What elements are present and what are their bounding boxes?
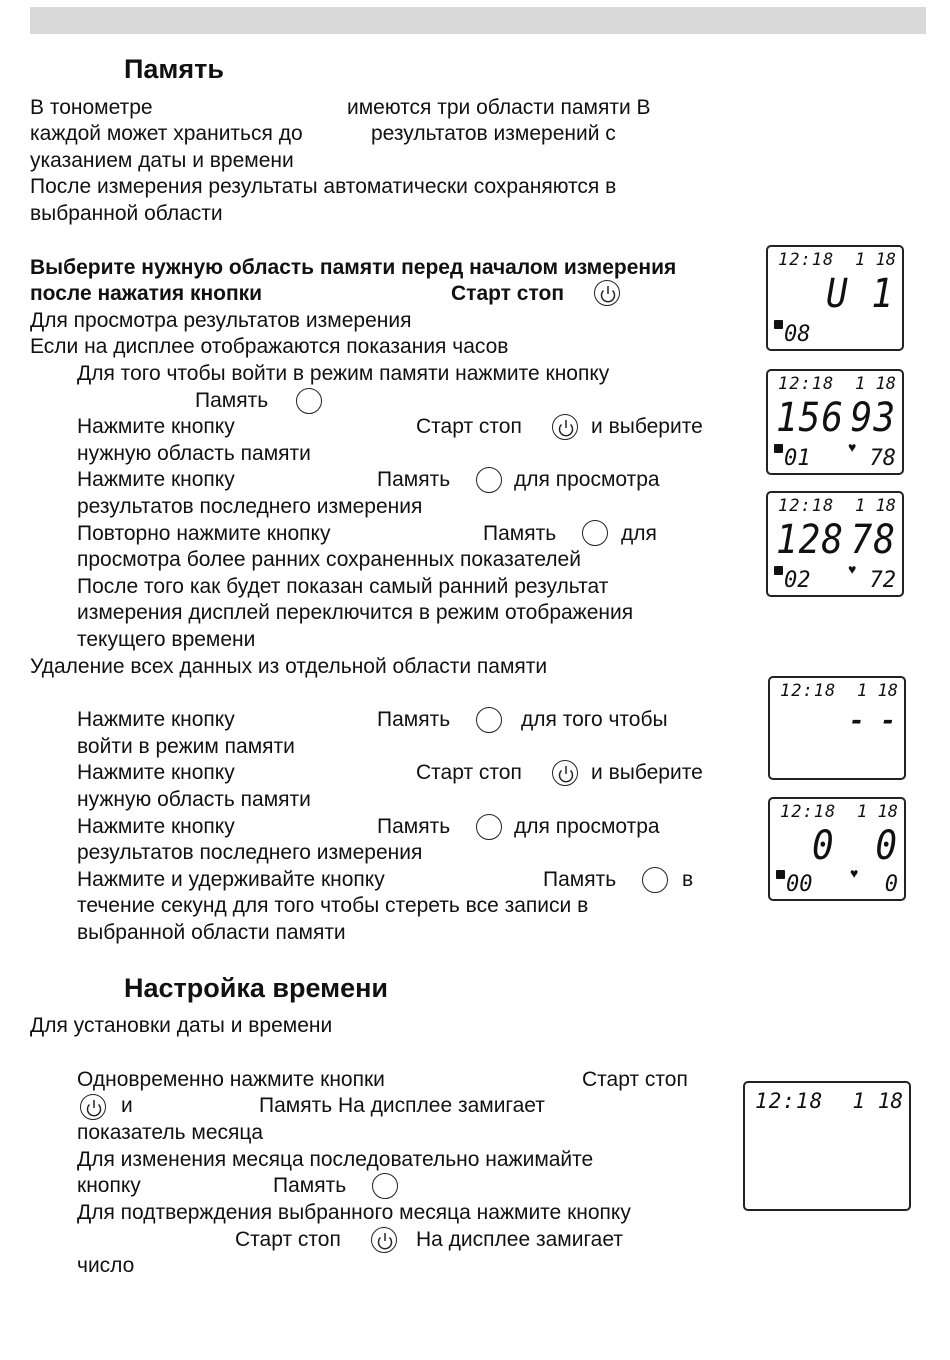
lcd-clock: 12:18 xyxy=(780,681,837,701)
select-instruction: после нажатия кнопки xyxy=(30,282,263,305)
memory-label: Память xyxy=(377,708,451,731)
intro-text: результатов измерений с xyxy=(371,122,616,145)
start-stop-label: Старт стоп xyxy=(451,282,564,305)
step-text: просмотра более ранних сохраненных показателей xyxy=(77,548,581,571)
step-text: для того чтобы xyxy=(521,708,668,731)
memory-button-icon xyxy=(296,388,322,414)
lcd-display xyxy=(766,369,904,475)
memory-label: Память xyxy=(273,1174,347,1197)
step-text: течение секунд для того чтобы стереть все записи в xyxy=(77,894,589,917)
power-icon xyxy=(594,280,620,306)
step-text: Для того чтобы войти в режим памяти нажмите кнопку xyxy=(77,362,610,385)
step-text: Для подтверждения выбранного месяца нажмите кнопку xyxy=(77,1201,631,1224)
step-text: После того как будет показан самый ранний результат xyxy=(77,575,609,598)
lcd-clock: 12:18 xyxy=(755,1089,824,1113)
lcd-display xyxy=(768,676,906,780)
lcd-display xyxy=(743,1081,911,1211)
memory-indicator-icon xyxy=(774,566,783,575)
memory-label: Память xyxy=(377,815,451,838)
lcd-dashes: - - xyxy=(849,706,896,736)
lcd-systolic: 156 xyxy=(776,395,845,441)
step-text: Нажмите кнопку xyxy=(77,708,235,731)
heart-icon: ♥ xyxy=(850,865,859,881)
lcd-memory-number: 01 xyxy=(784,446,811,471)
memory-button-icon xyxy=(642,867,668,893)
memory-button-icon xyxy=(582,520,608,546)
step-text: выбранной области памяти xyxy=(77,921,346,944)
step-text: Нажмите и удерживайте кнопку xyxy=(77,868,385,891)
intro-text: В тонометре xyxy=(30,96,153,119)
power-icon xyxy=(552,760,578,786)
lcd-date: 1 18 xyxy=(855,496,896,516)
step-text: для xyxy=(621,522,657,545)
power-icon xyxy=(371,1227,397,1253)
time-title: Настройка времени xyxy=(124,973,389,1003)
memory-button-icon xyxy=(476,707,502,733)
start-stop-label: Старт стоп xyxy=(235,1228,341,1251)
step-text: показатель месяца xyxy=(77,1121,264,1144)
step-text: нужную область памяти xyxy=(77,442,311,465)
lcd-memory-number: 08 xyxy=(784,322,811,347)
lcd-clock: 12:18 xyxy=(778,374,835,394)
memory-label: Память xyxy=(195,389,269,412)
step-text: Нажмите кнопку xyxy=(77,761,235,784)
select-instruction: Выберите нужную область памяти перед началом измерения xyxy=(30,256,677,279)
intro-text: После измерения результаты автоматически сохраняются в xyxy=(30,175,617,198)
header-bar xyxy=(30,7,926,34)
step-text: Память На дисплее замигает xyxy=(259,1094,545,1117)
step-text: Повторно нажмите кнопку xyxy=(77,522,331,545)
view-text: Если на дисплее отображаются показания часов xyxy=(30,335,509,358)
memory-indicator-icon xyxy=(774,320,783,329)
step-text: На дисплее замигает xyxy=(416,1228,623,1251)
lcd-memory-number: 02 xyxy=(784,568,811,593)
heart-icon: ♥ xyxy=(848,439,857,455)
memory-label: Память xyxy=(483,522,557,545)
memory-label: Память xyxy=(543,868,617,891)
step-text: текущего времени xyxy=(77,628,256,651)
memory-button-icon xyxy=(476,814,502,840)
lcd-user: U 1 xyxy=(825,271,894,317)
memory-button-icon xyxy=(372,1173,398,1199)
view-text: Для просмотра результатов измерения xyxy=(30,309,412,332)
step-text: войти в режим памяти xyxy=(77,735,295,758)
lcd-systolic: 128 xyxy=(776,517,845,563)
lcd-memory-number: 00 xyxy=(786,872,813,897)
step-text: нужную область памяти xyxy=(77,788,311,811)
step-text: и выберите xyxy=(591,415,703,438)
lcd-date: 1 18 xyxy=(855,250,896,270)
lcd-clock: 12:18 xyxy=(778,250,835,270)
step-text: кнопку xyxy=(77,1174,141,1197)
memory-indicator-icon xyxy=(776,870,785,879)
power-icon xyxy=(552,414,578,440)
step-text: и выберите xyxy=(591,761,703,784)
lcd-date: 1 18 xyxy=(855,374,896,394)
intro-text: каждой может храниться до xyxy=(30,122,303,145)
lcd-pulse: 72 xyxy=(869,568,896,593)
start-stop-label: Старт стоп xyxy=(416,761,522,784)
lcd-clock: 12:18 xyxy=(780,802,837,822)
lcd-pulse: 0 xyxy=(884,872,898,897)
step-text: число xyxy=(77,1254,135,1277)
step-text: Нажмите кнопку xyxy=(77,815,235,838)
memory-title: Память xyxy=(124,54,224,84)
lcd-systolic: 0 xyxy=(812,823,835,869)
step-text: Нажмите кнопку xyxy=(77,415,235,438)
lcd-date: 1 18 xyxy=(857,681,898,701)
step-text: результатов последнего измерения xyxy=(77,841,423,864)
memory-button-icon xyxy=(476,467,502,493)
step-text: в xyxy=(682,868,694,891)
delete-title: Удаление всех данных из отдельной области памяти xyxy=(30,655,548,678)
lcd-display xyxy=(766,491,904,597)
lcd-pulse: 78 xyxy=(869,446,896,471)
memory-indicator-icon xyxy=(774,444,783,453)
step-text: для просмотра xyxy=(514,468,660,491)
step-text: для просмотра xyxy=(514,815,660,838)
lcd-display xyxy=(766,245,904,351)
lcd-date: 1 18 xyxy=(852,1089,903,1113)
lcd-clock: 12:18 xyxy=(778,496,835,516)
intro-text: указанием даты и времени xyxy=(30,149,294,172)
lcd-diastolic: 78 xyxy=(850,517,896,563)
step-text: Нажмите кнопку xyxy=(77,468,235,491)
step-text: результатов последнего измерения xyxy=(77,495,423,518)
start-stop-label: Старт стоп xyxy=(582,1068,688,1091)
step-text: измерения дисплей переключится в режим отображения xyxy=(77,601,634,624)
intro-text: имеются три области памяти В xyxy=(347,96,651,119)
step-text: и xyxy=(121,1094,133,1117)
lcd-date: 1 18 xyxy=(857,802,898,822)
step-text: Одновременно нажмите кнопки xyxy=(77,1068,385,1091)
intro-text: выбранной области xyxy=(30,202,223,225)
time-intro: Для установки даты и времени xyxy=(30,1014,333,1037)
heart-icon: ♥ xyxy=(848,561,857,577)
lcd-display xyxy=(768,797,906,901)
start-stop-label: Старт стоп xyxy=(416,415,522,438)
lcd-diastolic: 0 xyxy=(875,823,898,869)
lcd-diastolic: 93 xyxy=(850,395,896,441)
step-text: Для изменения месяца последовательно нажимайте xyxy=(77,1148,594,1171)
memory-label: Память xyxy=(377,468,451,491)
power-icon xyxy=(80,1094,106,1120)
